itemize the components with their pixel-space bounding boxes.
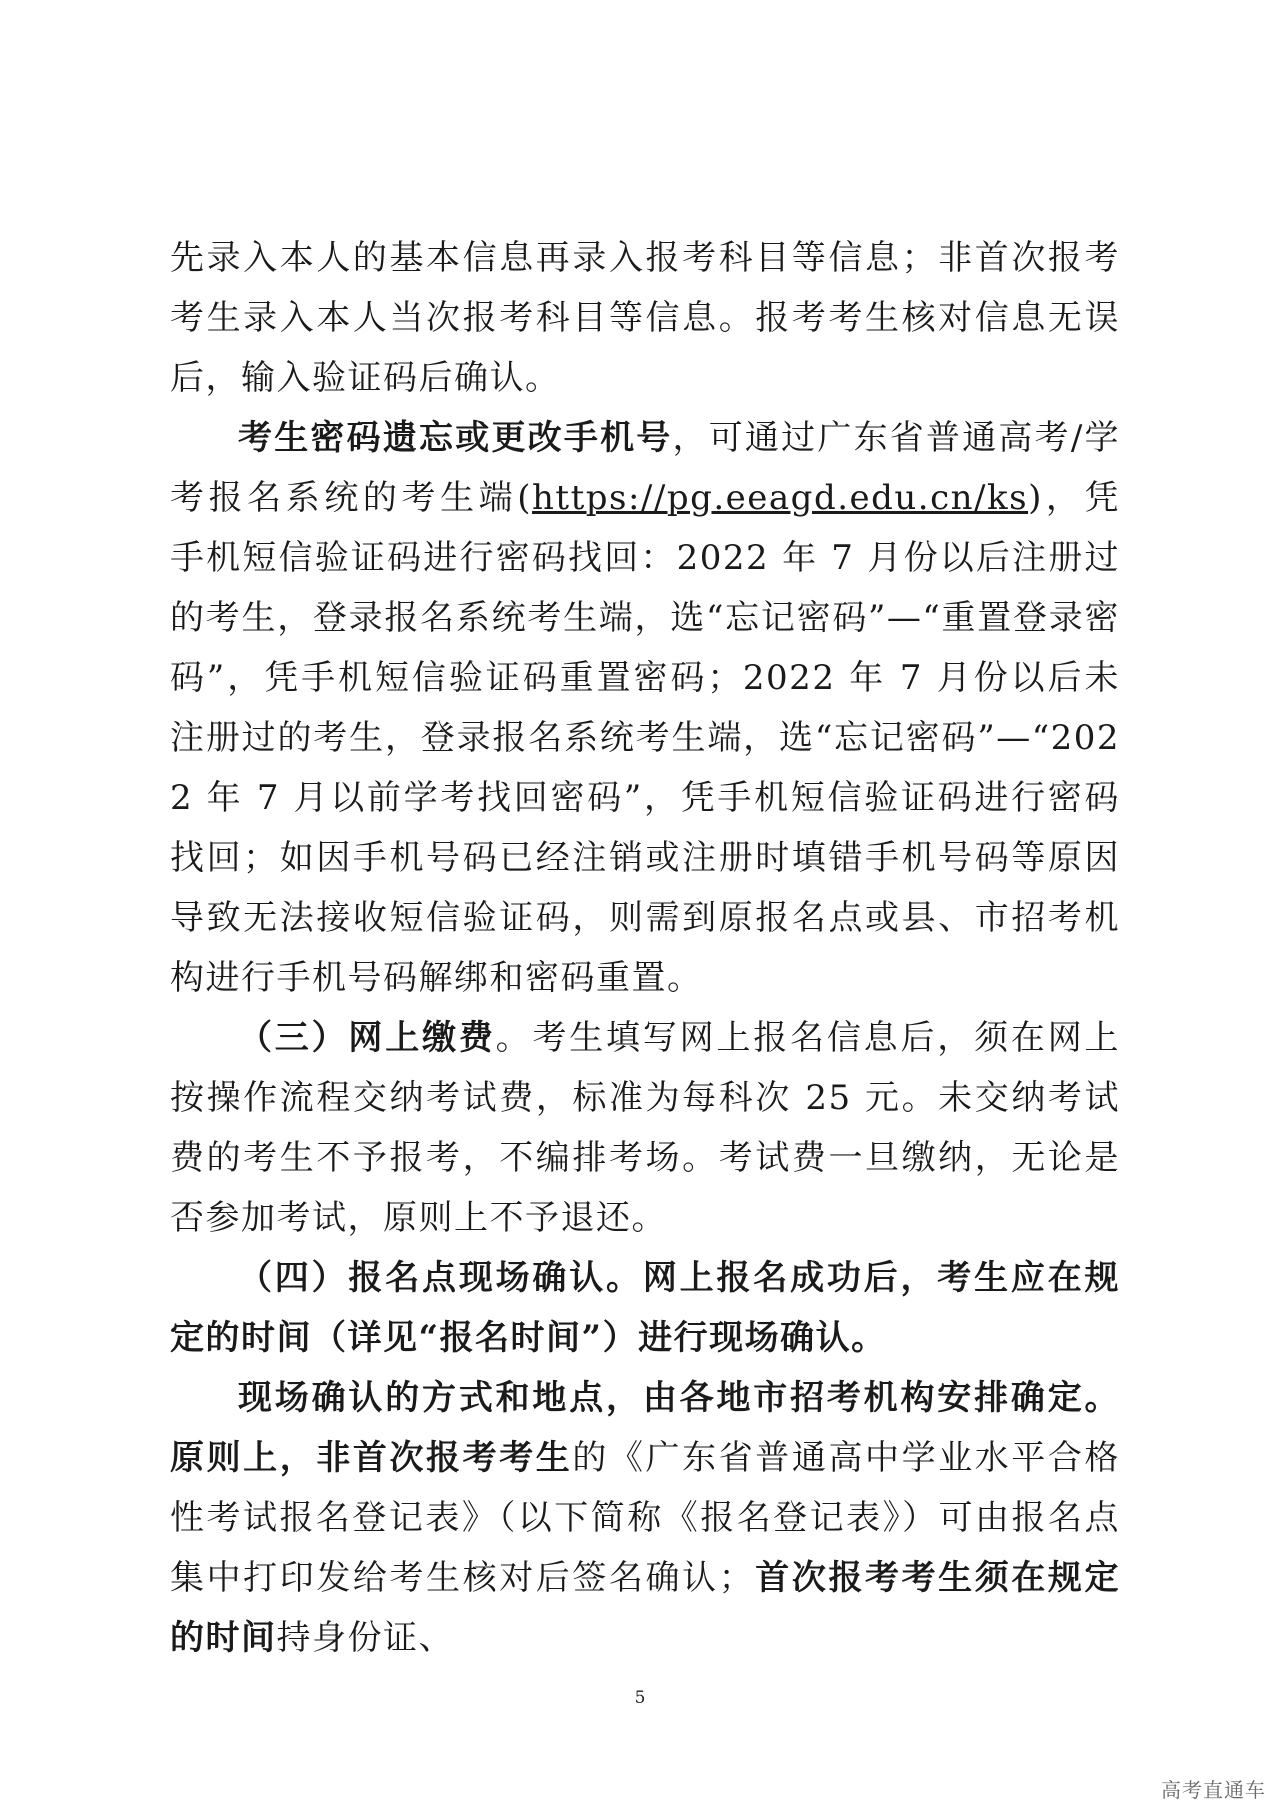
paragraph-text: 。考生填写网上报名信息后，须在网上按操作流程交纳考试费，标准为每科次 25 元。未交纳考试费的考生不予报考，不编排考场。考试费一旦缴纳，无论是否参加考试，原则上不予退还。: [170, 1018, 1121, 1238]
paragraph-text: )，凭手机短信验证码进行密码找回：2022 年 7 月份以后注册过的考生，登录报名系统考生端，选“忘记密码”—“重置登录密码”，凭手机短信验证码重置密码；2022 年 7 月份以后未注册过的考生，登录报名系统考生端，选“忘记密码”—“2022 年 7 月以前学考找回密码”，凭手机短信验证码进行密码找回；如因手机号码已经注销或注册时填错手机号码等原因导致无法接收短信验证码，则需到原报名点或县、市招考机构进行手机号码解绑和密码重置。: [170, 478, 1120, 998]
bold-heading: （三）网上缴费: [238, 1018, 496, 1058]
paragraph-text: 的《广东省普通高中学业水平合格性考试报名登记表》（以下简称《报名登记表》）可由报名点集中打印发给考生核对后签名确认；: [170, 1438, 1121, 1598]
paragraph-online-payment: [170, 1008, 1120, 1248]
document-body: [170, 228, 1120, 1668]
bold-phrase: 首次报考考生须在规定的时间: [170, 1558, 1121, 1658]
bold-heading: （四）报名点现场确认。网上报名成功后，考生应在规定的时间（详见“报名时间”）进行现场确认。: [170, 1258, 1120, 1358]
paragraph-text: ，可通过广东省普通高考/学考报名系统的考生端(: [170, 418, 1120, 518]
paragraph-password-recovery: [170, 408, 1120, 1008]
paragraph-onsite-confirmation: [170, 1248, 1120, 1368]
bold-heading: 考生密码遗忘或更改手机号: [238, 418, 673, 458]
paragraph-text: 先录入本人的基本信息再录入报考科目等信息；非首次报考考生录入本人当次报考科目等信息。报考考生核对信息无误后，输入验证码后确认。: [170, 238, 1120, 398]
page-number: 5: [634, 1688, 646, 1708]
paragraph-confirmation-method: [170, 1368, 1120, 1668]
bold-heading: 现场确认的方式和地点，由各地市招考机构安排确定。原则上，非首次报考考生: [170, 1378, 1120, 1478]
watermark-text: 高考直通车: [1161, 1778, 1266, 1802]
paragraph-input-instructions: [170, 228, 1120, 408]
system-url-link[interactable]: https://pg.eeagd.edu.cn/ks: [532, 478, 1029, 518]
paragraph-text: 持身份证、: [276, 1618, 454, 1658]
